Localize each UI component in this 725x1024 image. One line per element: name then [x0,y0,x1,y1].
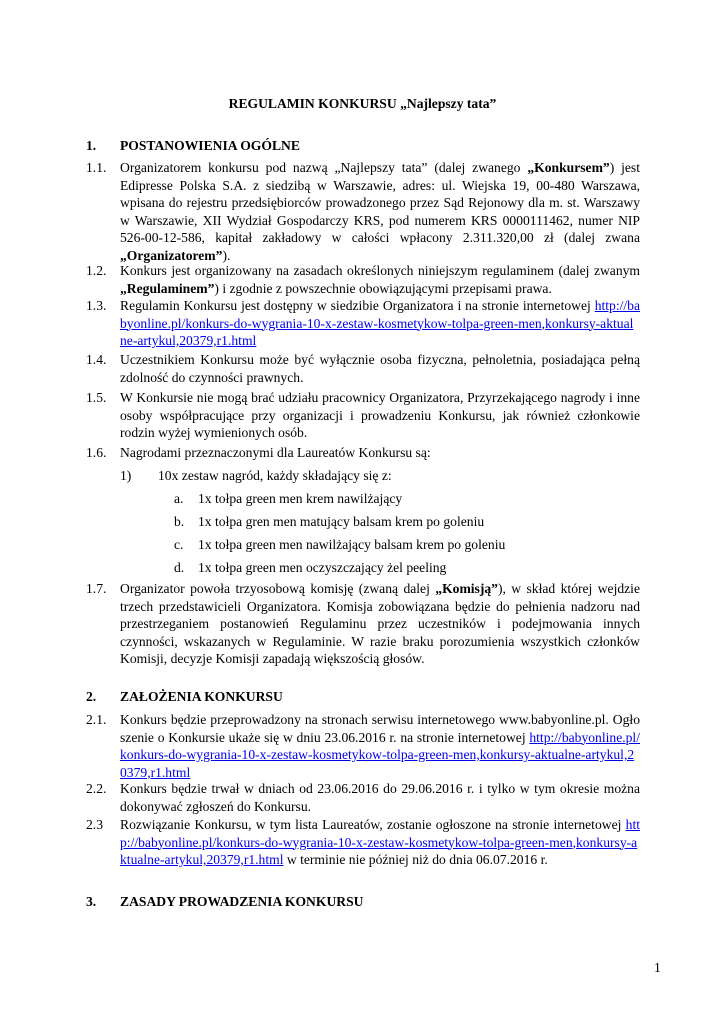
paragraph-1-7 [86,580,640,668]
defined-term: „Komisją” [435,581,498,596]
list-letter: b. [174,514,185,529]
paragraph-text: Rozwiązanie Konkursu, w tym lista Laureatów, zostanie ogłoszone na stronie internetowej [120,817,626,832]
paragraph-1-4 [86,351,640,386]
paragraph-text: ) jest Edipresse Polska S.A. z siedzibą w Warszawie, adres: ul. Wiejska 19, 00-480 Warszawa, wpisana do rejestru przedsiębiorców prowadzonego przez Sąd Rejonowy dla m. st. Warszawy w Warszawie, XII Wydział Gospodarczy KRS, pod numerem KRS 0000111462, numer NIP 526-00-12-586, kapitał zakładowy w całości wpłacony 2.311.320,00 zł (dalej zwana [120,160,640,245]
paragraph-number: 1.2. [86,263,107,278]
prize-list-item [174,490,614,508]
paragraph-number: 2.1. [86,712,107,727]
section-title: POSTANOWIENIA OGÓLNE [120,138,300,153]
section-number: 3. [86,894,97,909]
paragraph-number: 2.2. [86,781,107,796]
paragraph-text: ) i zgodnie z powszechnie obowiązującymi przepisami prawa. [214,280,552,296]
paragraph-text: ), w skład której wejdzie trzech przedstawicieli Organizatora. Komisja zobowiązana będzie do pełnienia nadzoru nad przestrzeganiem postanowień Regulaminu przez uczestników i podejmowania innych czynności, wskazanych w Regulaminie. W razie braku porozumienia wszystkich członków Komisji, decyzje Komisji zapadają większością głosów. [120,581,640,666]
list-letter: d. [174,560,185,575]
section-number: 2. [86,689,97,704]
prize-set-item [120,467,620,485]
regulations-link[interactable]: http://babyonline.pl/konkurs-do-wygrania-10-x-zestaw-kosmetykow-tolpa-green-men,konkursy-aktualne-artykul,20379,r1.html [120,298,640,348]
section-heading-1 [86,137,646,155]
list-text: 1x tołpa green men nawilżający balsam krem po goleniu [198,537,506,552]
paragraph-number: 1.1. [86,160,107,175]
prize-list-item [174,513,614,531]
defined-term: „Regulaminem” [120,280,215,296]
defined-term: „Konkursem” [527,160,610,175]
list-text: 1x tołpa gren men matujący balsam krem po goleniu [198,514,485,529]
paragraph-text: Konkurs jest organizowany na zasadach określonych niniejszym regulaminem (dalej zwanym [120,263,640,278]
section-title: ZAŁOŻENIA KONKURSU [120,689,283,704]
document-title: REGULAMIN KONKURSU „Najlepszy tata” [228,96,497,111]
paragraph-number: 1.3. [86,298,107,313]
paragraph-1-6 [86,444,640,462]
section-title: ZASADY PROWADZENIA KONKURSU [120,894,364,909]
paragraph-text: ). [222,247,231,263]
section-heading-3 [86,893,646,911]
paragraph-number: 1.5. [86,390,107,405]
paragraph-2-1 [86,711,640,781]
paragraph-text: W Konkursie nie mogą brać udziału pracownicy Organizatora, Przyrzekającego nagrody i inne osoby współpracujące przy organizacji i prowadzeniu Konkursu, jak również członkowie rodzin wyżej wymienionych osób. [120,390,640,440]
list-letter: a. [174,491,184,506]
paragraph-number: 2.3 [86,817,103,832]
paragraph-number: 1.7. [86,581,107,596]
paragraph-text: Regulamin Konkursu jest dostępny w siedzibie Organizatora i na stronie internetowej [120,298,595,313]
paragraph-1-2 [86,262,640,297]
paragraph-text: Konkurs będzie trwał w dniach od 23.06.2016 do 29.06.2016 r. i tylko w tym okresie można dokonywać zgłoszeń do Konkursu. [120,781,640,814]
list-text: 1x tołpa green men krem nawilżający [198,491,403,506]
paragraph-text: Uczestnikiem Konkursu może być wyłącznie osoba fizyczna, pełnoletnia, posiadająca pełną zdolność do czynności prawnych. [120,352,640,385]
list-text: 1x tołpa green men oczyszczający żel peeling [198,560,447,575]
paragraph-text: w terminie nie później niż do dnia 06.07.2016 r. [283,852,548,867]
results-link[interactable]: http://babyonline.pl/konkurs-do-wygrania-10-x-zestaw-kosmetykow-tolpa-green-men,konkursy-aktualne-artykul,20379,r1.html [120,817,640,867]
defined-term: „Organizatorem” [120,247,223,263]
paragraph-1-1 [86,159,640,264]
paragraph-1-5 [86,389,640,442]
page-number: 1 [654,960,661,975]
list-letter: c. [174,537,184,552]
paragraph-number: 1.4. [86,352,107,367]
paragraph-text: Nagrodami przeznaczonymi dla Laureatów Konkursu są: [120,445,431,460]
section-heading-2 [86,688,646,706]
paragraph-2-3 [86,816,640,869]
prize-list-item [174,536,614,554]
paragraph-2-2 [86,780,640,815]
paragraph-1-3 [86,297,640,350]
paragraph-number: 1.6. [86,445,107,460]
paragraph-text: Konkurs będzie przeprowadzony na stronach serwisu internetowego www.babyonline.pl. Ogłoszenie o Konkursie ukaże się w dniu 23.06.2016 r. na stronie internetowej [120,712,640,745]
list-number: 1) [120,468,132,483]
paragraph-text: Organizatorem konkursu pod nazwą „Najlepszy tata” (dalej zwanego [120,160,528,175]
announcement-link[interactable]: http://babyonline.pl/konkurs-do-wygrania-10-x-zestaw-kosmetykow-tolpa-green-men,konkursy-aktualne-artykul,20379,r1.html [120,729,640,780]
paragraph-text: Organizator powoła trzyosobową komisję (zwaną dalej [120,581,436,596]
list-text: 10x zestaw nagród, każdy składający się z: [158,468,392,483]
prize-list-item [174,559,614,577]
section-number: 1. [86,138,97,153]
